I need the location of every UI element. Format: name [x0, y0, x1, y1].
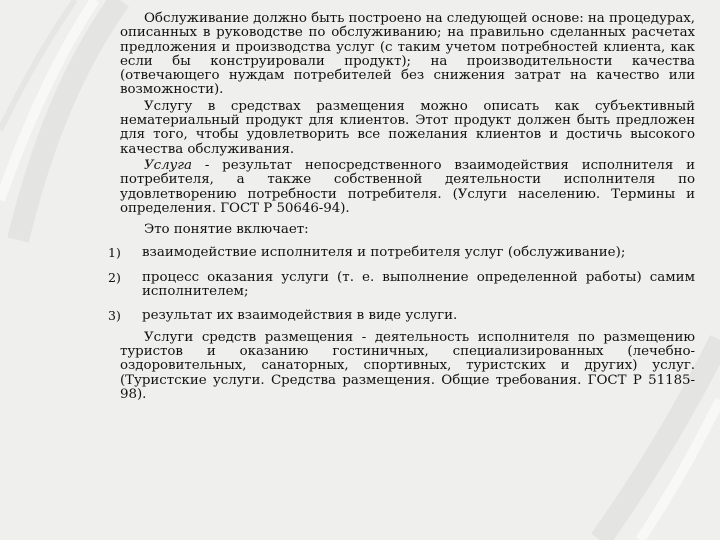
list-item: [108, 245, 695, 261]
term-service: Услуга: [144, 157, 192, 173]
list-item: [108, 308, 695, 324]
paragraph-accommodation-services: Услуги средств размещения - деятельность исполнителя по размещению туристов и оказанию гостиничных, специализированных (лечебно-оздоровительных, санаторных, спортивных, туристских и других) услуг. (Туристские услуги. Средства размещения. Общие требования. ГОСТ Р 51185-98).: [120, 329, 695, 402]
list-text: взаимодействие исполнителя и потребителя услуг (обслуживание);: [142, 245, 626, 261]
paragraph-concept-intro: Это понятие включает:: [144, 222, 309, 238]
paragraph-service-basis: Обслуживание должно быть построено на следующей основе: на процедурах, описанных в руководстве по обслуживанию; на правильно сделанных расчетах предложения и производства услуг (с таким учетом потребностей клиента, как если бы конструировали продукт); на производительности качества (отвечающего нуждам потребителей без снижения затрат на качество или возможности).: [120, 11, 695, 98]
list-text: результат их взаимодействия в виде услуги.: [142, 308, 458, 324]
document-body: [108, 11, 695, 402]
concept-list: [98, 246, 695, 323]
paragraph-service-description: Услугу в средствах размещения можно описать как субъективный нематериальный продукт для клиентов. Этот продукт должен быть предложен для того, чтобы удовлетворить все пожелания клиентов и достичь высокого качества обслуживания.: [120, 98, 695, 157]
list-number: 3): [108, 308, 121, 324]
list-number: 1): [108, 245, 121, 261]
list-number: 2): [108, 269, 121, 285]
definition-text: - результат непосредственного взаимодействия исполнителя и потребителя, а также собственной деятельности исполнителя по удовлетворению потребности потребителя. (Услуги населению. Термины и определения. ГОСТ Р 50646-94).: [120, 157, 695, 216]
list-item: [108, 269, 695, 300]
list-text: процесс оказания услуги (т. е. выполнение определенной работы) самим исполнителем;: [142, 269, 695, 300]
paragraph-service-definition: [120, 159, 695, 216]
